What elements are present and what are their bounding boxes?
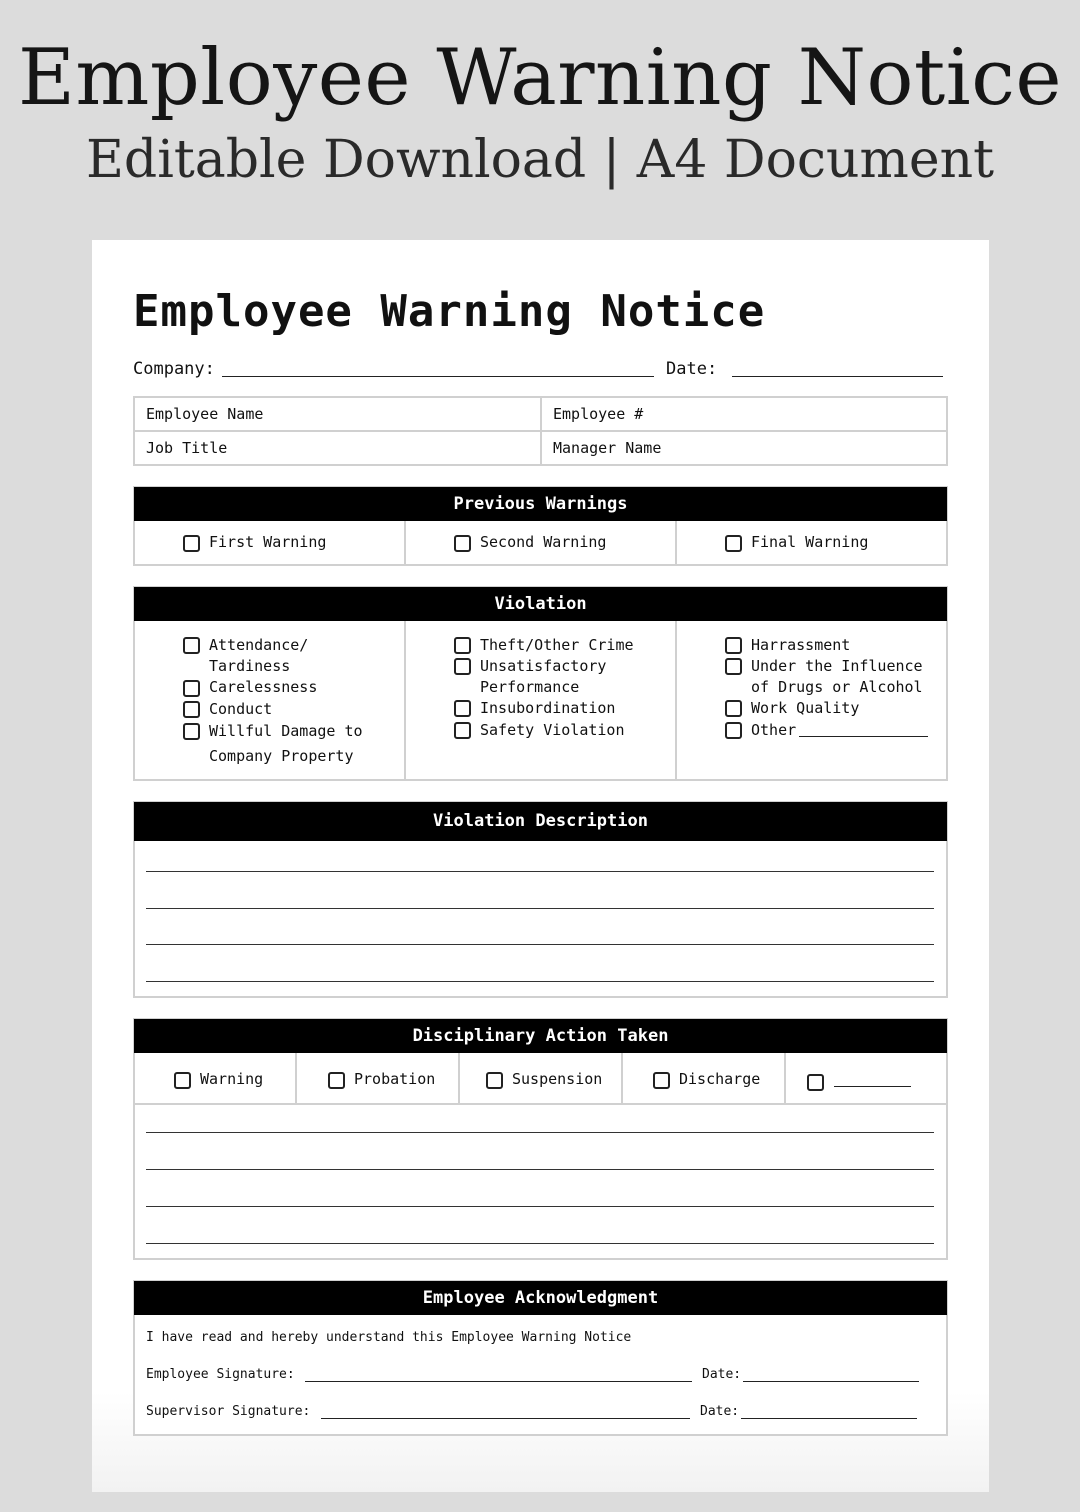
manager-name-field[interactable]: Manager Name <box>553 439 662 457</box>
carelessness-checkbox[interactable] <box>183 680 200 697</box>
banner-subtitle: Editable Download | A4 Document <box>85 130 995 190</box>
date-label: Date: <box>666 359 718 379</box>
first-warning-label: First Warning <box>209 533 327 551</box>
violation-label: Conduct <box>209 700 273 718</box>
second-warning-label: Second Warning <box>480 533 607 551</box>
column-divider <box>675 621 677 779</box>
supervisor-signature-date-field[interactable] <box>741 1418 917 1419</box>
violation-label: Under the Influence <box>751 657 923 675</box>
company-label: Company: <box>133 359 215 379</box>
violation-label: Company Property <box>209 747 354 765</box>
acknowledgment-statement: I have read and hereby understand this Employee Warning Notice <box>146 1330 632 1345</box>
final-warning-label: Final Warning <box>751 533 869 551</box>
probation-checkbox[interactable] <box>328 1072 345 1089</box>
safety-violation-checkbox[interactable] <box>454 722 471 739</box>
violation-label: Carelessness <box>209 678 318 696</box>
violation-label: Other <box>751 721 797 739</box>
violation-label: Performance <box>480 678 580 696</box>
other-field[interactable] <box>799 736 928 737</box>
violation-label: Tardiness <box>209 657 291 675</box>
acknowledgment-header: Employee Acknowledgment <box>134 1281 947 1315</box>
action-line[interactable] <box>146 1132 934 1133</box>
employee-signature-date-label: Date: <box>702 1367 742 1382</box>
form-title: Employee Warning Notice <box>133 286 766 337</box>
action-line[interactable] <box>146 1206 934 1207</box>
banner-title: Employee Warning Notice <box>17 33 1063 123</box>
violation-label: Harrassment <box>751 636 851 654</box>
supervisor-signature-date-label: Date: <box>700 1404 740 1419</box>
warning-checkbox[interactable] <box>174 1072 191 1089</box>
date-field[interactable] <box>732 376 943 377</box>
employee-number-field[interactable]: Employee # <box>553 405 644 423</box>
unsatisfactory-performance-checkbox[interactable] <box>454 658 471 675</box>
final-warning-checkbox[interactable] <box>725 535 742 552</box>
suspension-checkbox[interactable] <box>486 1072 503 1089</box>
grid-divider <box>135 430 946 432</box>
conduct-checkbox[interactable] <box>183 701 200 718</box>
probation-label: Probation <box>354 1070 436 1088</box>
column-divider <box>784 1053 786 1103</box>
column-divider <box>404 621 406 779</box>
action-line[interactable] <box>146 1243 934 1244</box>
insubordination-checkbox[interactable] <box>454 700 471 717</box>
row-divider <box>135 1103 946 1105</box>
attendance-checkbox[interactable] <box>183 637 200 654</box>
disciplinary-section <box>133 1018 948 1260</box>
violation-label: of Drugs or Alcohol <box>751 678 923 696</box>
violation-label: Willful Damage to <box>209 722 363 740</box>
supervisor-signature-label: Supervisor Signature: <box>146 1404 311 1419</box>
harrassment-checkbox[interactable] <box>725 637 742 654</box>
column-divider <box>404 521 406 564</box>
suspension-label: Suspension <box>512 1070 603 1088</box>
description-line[interactable] <box>146 981 934 982</box>
column-divider <box>458 1053 460 1103</box>
previous-warnings-header: Previous Warnings <box>134 487 947 521</box>
first-warning-checkbox[interactable] <box>183 535 200 552</box>
employee-name-field[interactable]: Employee Name <box>146 405 264 423</box>
violation-label: Attendance/ <box>209 636 309 654</box>
violation-label: Work Quality <box>751 699 860 717</box>
disciplinary-header: Disciplinary Action Taken <box>134 1019 947 1053</box>
under-influence-checkbox[interactable] <box>725 658 742 675</box>
other-action-checkbox[interactable] <box>807 1074 824 1091</box>
violation-label: Safety Violation <box>480 721 625 739</box>
theft-checkbox[interactable] <box>454 637 471 654</box>
discharge-checkbox[interactable] <box>653 1072 670 1089</box>
violation-label: Unsatisfactory <box>480 657 607 675</box>
description-line[interactable] <box>146 908 934 909</box>
other-checkbox[interactable] <box>725 722 742 739</box>
warning-label: Warning <box>200 1070 264 1088</box>
violation-label: Theft/Other Crime <box>480 636 634 654</box>
action-line[interactable] <box>146 1169 934 1170</box>
work-quality-checkbox[interactable] <box>725 700 742 717</box>
second-warning-checkbox[interactable] <box>454 535 471 552</box>
job-title-field[interactable]: Job Title <box>146 439 228 457</box>
violation-description-header: Violation Description <box>134 802 947 841</box>
supervisor-signature-field[interactable] <box>321 1418 690 1419</box>
violation-header: Violation <box>134 587 947 621</box>
description-line[interactable] <box>146 871 934 872</box>
violation-label: Insubordination <box>480 699 616 717</box>
employee-signature-field[interactable] <box>305 1381 692 1382</box>
column-divider <box>675 521 677 564</box>
company-field[interactable] <box>222 376 654 377</box>
column-divider <box>295 1053 297 1103</box>
description-line[interactable] <box>146 944 934 945</box>
willful-damage-checkbox[interactable] <box>183 723 200 740</box>
employee-signature-date-field[interactable] <box>743 1381 919 1382</box>
column-divider <box>621 1053 623 1103</box>
other-action-field[interactable] <box>834 1086 911 1087</box>
discharge-label: Discharge <box>679 1070 761 1088</box>
employee-signature-label: Employee Signature: <box>146 1367 295 1382</box>
